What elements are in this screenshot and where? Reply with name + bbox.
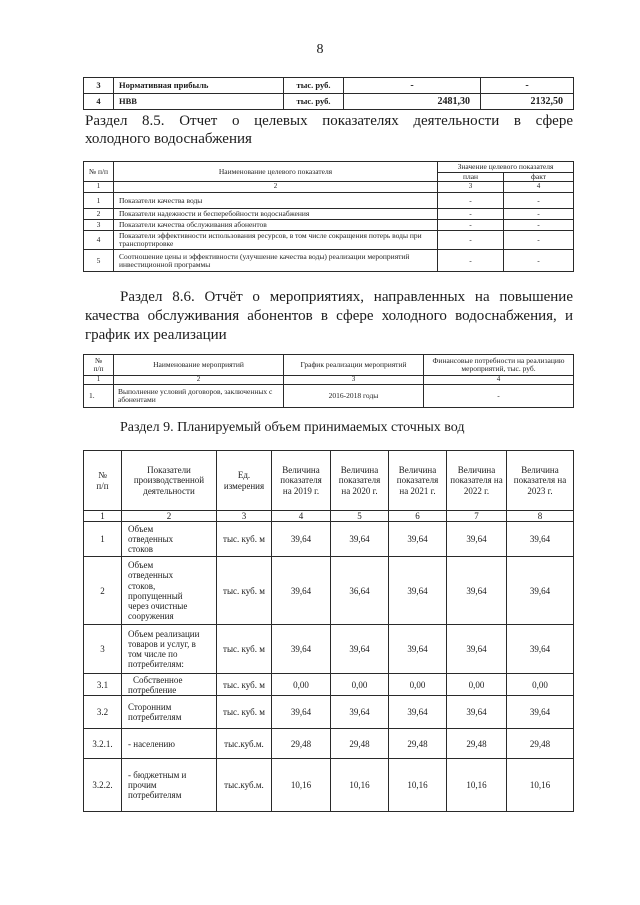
unit-cell: [217, 696, 272, 729]
section-8-6-heading: [85, 288, 573, 345]
header-year-2019: [272, 451, 331, 511]
value-cell-text: -: [525, 79, 529, 91]
fact-value-cell-text: -: [537, 209, 540, 219]
value-2020-cell-text: 10,16: [349, 780, 370, 791]
row-number-cell-text: 4: [96, 235, 101, 245]
header-year-2020: [331, 451, 389, 511]
table-row: [84, 385, 574, 408]
table-row: [84, 231, 574, 250]
value-2021-cell-text: 29,48: [407, 738, 428, 749]
row-number-cell: [84, 385, 114, 408]
unit-cell-text: тыс. куб. м: [223, 585, 265, 596]
value-2021-cell-text: 0,00: [409, 679, 426, 690]
header-unit: [217, 451, 272, 511]
target-indicators-table: [83, 161, 574, 272]
value-2019-cell-text: 10,16: [290, 780, 312, 791]
plan-value-cell-text: -: [469, 255, 472, 265]
indicator-name-cell: [122, 696, 217, 729]
row-number-cell: [84, 729, 122, 759]
indicator-name-cell: [122, 522, 217, 557]
value-2019-cell-text: 0,00: [293, 679, 309, 690]
value-2019-cell-text: 39,64: [290, 644, 312, 655]
value-2020-cell-text: 0,00: [351, 679, 368, 690]
value-2021-cell: [389, 625, 447, 674]
table-row: [84, 220, 574, 231]
value-2021-cell: [389, 522, 447, 557]
indicator-name-cell: [114, 250, 438, 272]
value-2020-cell-text: 36,64: [349, 585, 370, 596]
value-2022-cell-text: 29,48: [466, 738, 487, 749]
value-2023-cell-text: 39,64: [529, 644, 551, 655]
header-year-2023: [507, 451, 574, 511]
value-2020-cell: [331, 522, 389, 557]
value-2019-cell-text: 29,48: [290, 738, 312, 749]
row-number-cell: [84, 759, 122, 812]
plan-value-cell: [438, 193, 504, 209]
row-number-cell-text: 5: [96, 255, 101, 265]
column-number: 8: [507, 511, 574, 522]
indicator-name-cell-text: Показатели качества обслуживания абонентов: [119, 220, 267, 230]
value-2020-cell: [331, 759, 389, 812]
row-number-cell: [84, 94, 114, 110]
column-number: 4: [424, 376, 574, 385]
value-2020-cell: [331, 696, 389, 729]
header-num-text: № п/п: [93, 355, 104, 373]
plan-value-cell-text: -: [469, 235, 472, 245]
header-num: [84, 355, 114, 376]
header-year-text: Величина показателя на 2021 г.: [396, 465, 439, 496]
indicator-name-cell-text: Показатели надежности и бесперебойности водоснабжения: [119, 209, 310, 219]
table-row: [84, 209, 574, 220]
value-2023-cell: [507, 696, 574, 729]
header-schedule: [284, 355, 424, 376]
plan-value-cell: [438, 220, 504, 231]
row-number-cell: [84, 209, 114, 220]
value-2023-cell-text: 10,16: [529, 780, 551, 791]
plan-value-cell: [438, 231, 504, 250]
column-number: 2: [114, 376, 284, 385]
value-2023-cell: [507, 557, 574, 625]
table-row: [84, 94, 574, 110]
wastewater-volume-table: [83, 450, 574, 812]
indicator-name-cell-text: Показатели качества воды: [119, 195, 203, 205]
value-2023-cell-text: 39,64: [529, 707, 551, 718]
plan-value-cell-text: -: [469, 195, 472, 205]
unit-cell-text: тыс. руб.: [296, 95, 331, 106]
row-number-cell: [84, 250, 114, 272]
column-number: 4: [504, 182, 574, 193]
row-number-cell-text: 3.2.1.: [92, 738, 113, 749]
table-row: [84, 674, 574, 696]
value-cell: [344, 94, 481, 110]
unit-cell-text: тыс.куб.м.: [224, 738, 264, 749]
heading-line: Раздел 8.6. Отчёт о мероприятиях, направленных на повышение: [120, 289, 573, 305]
value-2023-cell-text: 39,64: [529, 534, 551, 545]
row-number-cell: [84, 557, 122, 625]
header-num: [84, 162, 114, 182]
heading-line: Раздел 8.5. Отчет о целевых показателях деятельности в сфере: [85, 113, 573, 129]
value-2022-cell: [447, 557, 507, 625]
unit-cell: [217, 759, 272, 812]
indicator-name-cell-text: Объем реализации товаров и услуг, в том числе по потребителям:: [128, 628, 200, 670]
indicator-name-cell-text: - бюджетным и прочим потребителям: [128, 769, 187, 801]
row-number-cell-text: 1.: [89, 390, 95, 400]
row-number-cell: [84, 674, 122, 696]
row-number-cell-text: 3.2.2.: [92, 780, 113, 791]
value-2023-cell-text: 29,48: [529, 738, 551, 749]
indicator-name-cell-text: - населению: [128, 738, 175, 749]
header-year-text: Величина показателя на 2020 г.: [338, 465, 381, 496]
column-number: 6: [389, 511, 447, 522]
table-row: [84, 729, 574, 759]
header-finance-text: Финансовые потребности на реализацию мероприятий, тыс. руб.: [432, 355, 565, 373]
schedule-cell-text: 2016-2018 годы: [328, 390, 379, 400]
schedule-cell: [284, 385, 424, 408]
column-number: 3: [438, 182, 504, 193]
value-2022-cell: [447, 759, 507, 812]
value-2023-cell-text: 0,00: [532, 679, 548, 690]
unit-cell: [217, 625, 272, 674]
value-2022-cell: [447, 625, 507, 674]
column-number: 2: [122, 511, 217, 522]
column-number: 1: [84, 376, 114, 385]
value-2021-cell-text: 39,64: [407, 707, 428, 718]
unit-cell-text: тыс.куб.м.: [224, 780, 264, 791]
value-cell-text: -: [410, 79, 414, 91]
indicator-name-cell: [122, 625, 217, 674]
value-2022-cell-text: 0,00: [468, 679, 485, 690]
row-number-cell-text: 1: [96, 195, 101, 205]
indicator-name-cell: [122, 729, 217, 759]
header-value-group: [438, 162, 574, 173]
value-2022-cell: [447, 674, 507, 696]
indicator-name-cell-text: Показатели эффективности использования ресурсов, в том числе сокращения потерь воды при транспортировке: [119, 231, 422, 249]
unit-cell: [284, 78, 344, 94]
fact-value-cell-text: -: [537, 235, 540, 245]
header-indicator-name: [114, 162, 438, 182]
row-number-cell-text: 3: [96, 220, 101, 230]
fact-value-cell: [504, 193, 574, 209]
value-cell-text: 2481,30: [437, 95, 470, 107]
column-number: 2: [114, 182, 438, 193]
fact-value-cell-text: -: [537, 220, 540, 230]
value-2023-cell: [507, 759, 574, 812]
unit-cell-text: тыс. куб. м: [223, 679, 265, 690]
header-fact: [504, 173, 574, 182]
column-number: 4: [272, 511, 331, 522]
value-2022-cell: [447, 522, 507, 557]
heading-line: холодного водоснабжения: [85, 131, 252, 147]
header-measure-name-text: Наименование мероприятий: [153, 359, 244, 369]
indicator-name-cell-text: Сторонним потребителям: [128, 702, 182, 723]
header-num-text: № п/п: [88, 166, 109, 176]
header-finance: [424, 355, 574, 376]
finance-cell-text: -: [497, 390, 500, 400]
header-year-text: Величина показателя на 2023 г.: [513, 465, 567, 496]
row-number-cell: [84, 78, 114, 94]
plan-value-cell-text: -: [469, 209, 472, 219]
value-2023-cell: [507, 625, 574, 674]
service-measures-table: [83, 354, 574, 408]
value-2023-cell: [507, 729, 574, 759]
unit-cell-text: тыс. куб. м: [223, 644, 265, 655]
value-2020-cell-text: 39,64: [349, 644, 370, 655]
indicator-name-cell-text: Нормативная прибыль: [119, 79, 209, 90]
unit-cell: [284, 94, 344, 110]
indicator-name-cell: [114, 209, 438, 220]
value-2019-cell: [272, 674, 331, 696]
value-2022-cell-text: 39,64: [466, 585, 487, 596]
value-2019-cell: [272, 729, 331, 759]
indicator-name-cell: [114, 193, 438, 209]
indicator-name-cell: [114, 231, 438, 250]
fact-value-cell-text: -: [537, 195, 540, 205]
column-number: 1: [84, 182, 114, 193]
value-2020-cell: [331, 674, 389, 696]
unit-cell-text: тыс. куб. м: [223, 707, 265, 718]
value-2019-cell-text: 39,64: [290, 707, 312, 718]
row-number-cell-text: 1: [100, 534, 105, 545]
page-number: 8: [316, 42, 324, 57]
value-2020-cell: [331, 557, 389, 625]
fact-value-cell: [504, 231, 574, 250]
indicator-name-cell-text: Объем отведенных стоков: [128, 523, 174, 555]
header-year-text: Величина показателя на 2019 г.: [280, 465, 322, 496]
measure-name-cell-text: Выполнение условий договоров, заключенных с абонентами: [118, 386, 273, 404]
tariff-continuation-table: [83, 77, 574, 110]
header-schedule-text: График реализации мероприятий: [300, 359, 407, 369]
fact-value-cell-text: -: [537, 255, 540, 265]
indicator-name-cell: [114, 78, 284, 94]
value-2019-cell: [272, 759, 331, 812]
row-number-cell: [84, 696, 122, 729]
fact-value-cell: [504, 220, 574, 231]
header-indicator-name-text: Показатели производственной деятельности: [133, 465, 205, 496]
value-2021-cell: [389, 674, 447, 696]
table-row: [84, 193, 574, 209]
heading-line: качества обслуживания абонентов в сфере холодного водоснабжения, и: [85, 308, 573, 324]
header-num-text: № п/п: [96, 470, 109, 491]
value-2020-cell-text: 29,48: [349, 738, 370, 749]
header-unit-text: Ед. измерения: [223, 470, 265, 491]
header-plan-text: план: [462, 172, 479, 181]
row-number-cell-text: 4: [96, 95, 101, 106]
plan-value-cell: [438, 209, 504, 220]
indicator-name-cell-text: Объем отведенных стоков, пропущенный через очистные сооружения: [128, 560, 188, 621]
value-2022-cell-text: 10,16: [466, 780, 487, 791]
table-row: [84, 78, 574, 94]
value-2022-cell: [447, 729, 507, 759]
indicator-name-cell: [114, 94, 284, 110]
value-2021-cell: [389, 557, 447, 625]
value-2021-cell: [389, 696, 447, 729]
table-row: [84, 625, 574, 674]
value-2019-cell-text: 39,64: [290, 534, 312, 545]
row-number-cell-text: 2: [100, 585, 105, 596]
indicator-name-cell: [122, 557, 217, 625]
value-2022-cell-text: 39,64: [466, 644, 487, 655]
value-2019-cell-text: 39,64: [290, 585, 312, 596]
value-2020-cell: [331, 625, 389, 674]
value-2020-cell-text: 39,64: [349, 707, 370, 718]
value-2022-cell-text: 39,64: [466, 534, 487, 545]
value-2023-cell: [507, 522, 574, 557]
indicator-name-cell: [122, 759, 217, 812]
value-2021-cell-text: 39,64: [407, 644, 428, 655]
plan-value-cell-text: -: [469, 220, 472, 230]
column-number: 5: [331, 511, 389, 522]
header-plan: [438, 173, 504, 182]
unit-cell-text: тыс. куб. м: [223, 534, 265, 545]
fact-value-cell: [504, 209, 574, 220]
value-2022-cell: [447, 696, 507, 729]
value-2019-cell: [272, 696, 331, 729]
section-9-heading: Раздел 9. Планируемый объем принимаемых сточных вод: [120, 420, 465, 435]
indicator-name-cell-text: Собственное потребление: [128, 674, 183, 695]
unit-cell: [217, 674, 272, 696]
table-row: [84, 250, 574, 272]
value-2019-cell: [272, 557, 331, 625]
column-number: 7: [447, 511, 507, 522]
value-2021-cell: [389, 759, 447, 812]
row-number-cell-text: 3.2: [96, 707, 109, 718]
row-number-cell-text: 3: [100, 644, 105, 655]
value-2019-cell: [272, 522, 331, 557]
row-number-cell: [84, 231, 114, 250]
header-indicator-name-text: Наименование целевого показателя: [218, 166, 333, 176]
unit-cell: [217, 729, 272, 759]
value-cell-text: 2132,50: [530, 95, 563, 107]
value-cell: [481, 78, 574, 94]
indicator-name-cell: [122, 674, 217, 696]
table-row: [84, 557, 574, 625]
row-number-cell: [84, 625, 122, 674]
header-measure-name: [114, 355, 284, 376]
value-2022-cell-text: 39,64: [466, 707, 487, 718]
indicator-name-cell-text: Соотношение цены и эффективности (улучшение качества воды) реализации мероприятий инвестиционной программы: [119, 251, 410, 269]
value-cell: [344, 78, 481, 94]
plan-value-cell: [438, 250, 504, 272]
value-2021-cell-text: 39,64: [407, 534, 428, 545]
table-row: [84, 696, 574, 729]
unit-cell: [217, 557, 272, 625]
value-cell: [481, 94, 574, 110]
header-year-text: Величина показателя на 2022 г.: [450, 465, 503, 496]
table-row: [84, 522, 574, 557]
fact-value-cell: [504, 250, 574, 272]
table-row: [84, 759, 574, 812]
value-2021-cell-text: 10,16: [407, 780, 428, 791]
header-value-group-text: Значение целевого показателя: [457, 161, 554, 171]
value-2023-cell-text: 39,64: [529, 585, 551, 596]
row-number-cell: [84, 522, 122, 557]
indicator-name-cell-text: НВВ: [119, 95, 137, 106]
header-year-2022: [447, 451, 507, 511]
row-number-cell: [84, 220, 114, 231]
row-number-cell: [84, 193, 114, 209]
value-2019-cell: [272, 625, 331, 674]
header-year-2021: [389, 451, 447, 511]
header-fact-text: факт: [531, 172, 547, 181]
row-number-cell-text: 3.1: [96, 679, 109, 690]
value-2021-cell: [389, 729, 447, 759]
header-indicator-name: [122, 451, 217, 511]
value-2020-cell-text: 39,64: [349, 534, 370, 545]
finance-cell: [424, 385, 574, 408]
heading-line: график их реализации: [85, 327, 227, 343]
unit-cell-text: тыс. руб.: [296, 79, 331, 90]
indicator-name-cell: [114, 220, 438, 231]
row-number-cell-text: 2: [96, 209, 101, 219]
value-2023-cell: [507, 674, 574, 696]
value-2021-cell-text: 39,64: [407, 585, 428, 596]
column-number: 3: [217, 511, 272, 522]
unit-cell: [217, 522, 272, 557]
measure-name-cell: [114, 385, 284, 408]
value-2020-cell: [331, 729, 389, 759]
header-num: [84, 451, 122, 511]
column-number: 1: [84, 511, 122, 522]
section-8-5-heading: [85, 112, 573, 148]
row-number-cell-text: 3: [96, 79, 101, 90]
column-number: 3: [284, 376, 424, 385]
